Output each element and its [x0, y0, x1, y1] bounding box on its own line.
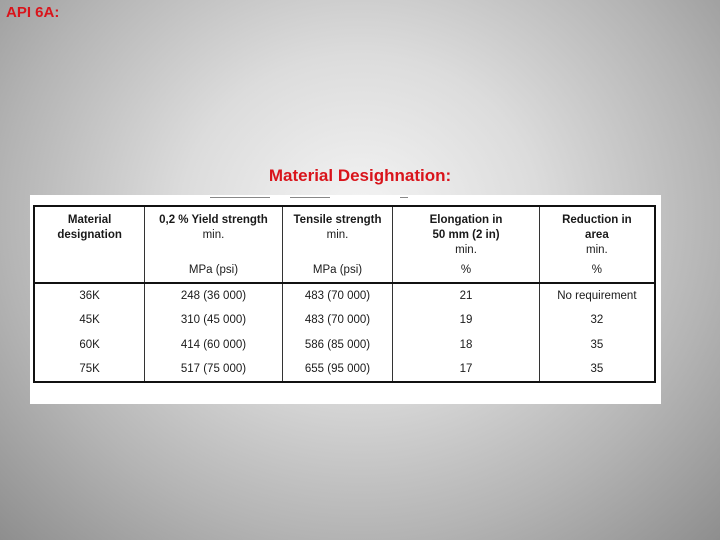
table-cell: 586 (85 000) [282, 332, 393, 356]
material-properties-table [33, 205, 656, 383]
table-cell: 60K [79, 338, 100, 351]
table-caption: Material Desighnation: [268, 166, 452, 185]
table-cell: 75K [79, 362, 100, 375]
unit-cell: % [539, 258, 655, 283]
header-reduction-in-area: Reduction in area min. [539, 206, 655, 258]
table-cell: 248 (36 000) [145, 283, 282, 308]
table-cell: 483 (70 000) [282, 283, 393, 308]
scan-artifact [290, 197, 330, 198]
table-cell: 35 [539, 357, 655, 382]
header-yield-strength: 0,2 % Yield strength min. [145, 206, 282, 258]
table-row [34, 283, 655, 308]
header-material-designation: Material designation [57, 214, 122, 241]
table-cell: 655 (95 000) [282, 357, 393, 382]
table-cell: 45K [79, 314, 100, 327]
unit-cell: MPa (psi) [282, 258, 393, 283]
table-cell: 310 (45 000) [145, 308, 282, 332]
scan-artifact [210, 197, 270, 198]
table-row [34, 357, 655, 382]
scan-artifact [400, 197, 408, 198]
table-cell: 18 [393, 332, 539, 356]
table-cell: 32 [539, 308, 655, 332]
table-cell: 36K [79, 290, 100, 303]
table-cell: 517 (75 000) [145, 357, 282, 382]
table-cell: 21 [393, 283, 539, 308]
header-elongation: Elongation in 50 mm (2 in) min. [393, 206, 539, 258]
header-tensile-strength: Tensile strength min. [282, 206, 393, 258]
unit-cell: MPa (psi) [145, 258, 282, 283]
unit-cell [34, 258, 145, 283]
material-table-image [30, 195, 661, 404]
table-cell: 35 [539, 332, 655, 356]
table-cell: 414 (60 000) [145, 332, 282, 356]
table-cell: No requirement [539, 283, 655, 308]
table-row [34, 332, 655, 356]
table-cell: 17 [393, 357, 539, 382]
unit-cell: % [393, 258, 539, 283]
table-cell: 483 (70 000) [282, 308, 393, 332]
table-cell: 19 [393, 308, 539, 332]
table-row [34, 308, 655, 332]
slide-title: API 6A: [6, 4, 60, 21]
